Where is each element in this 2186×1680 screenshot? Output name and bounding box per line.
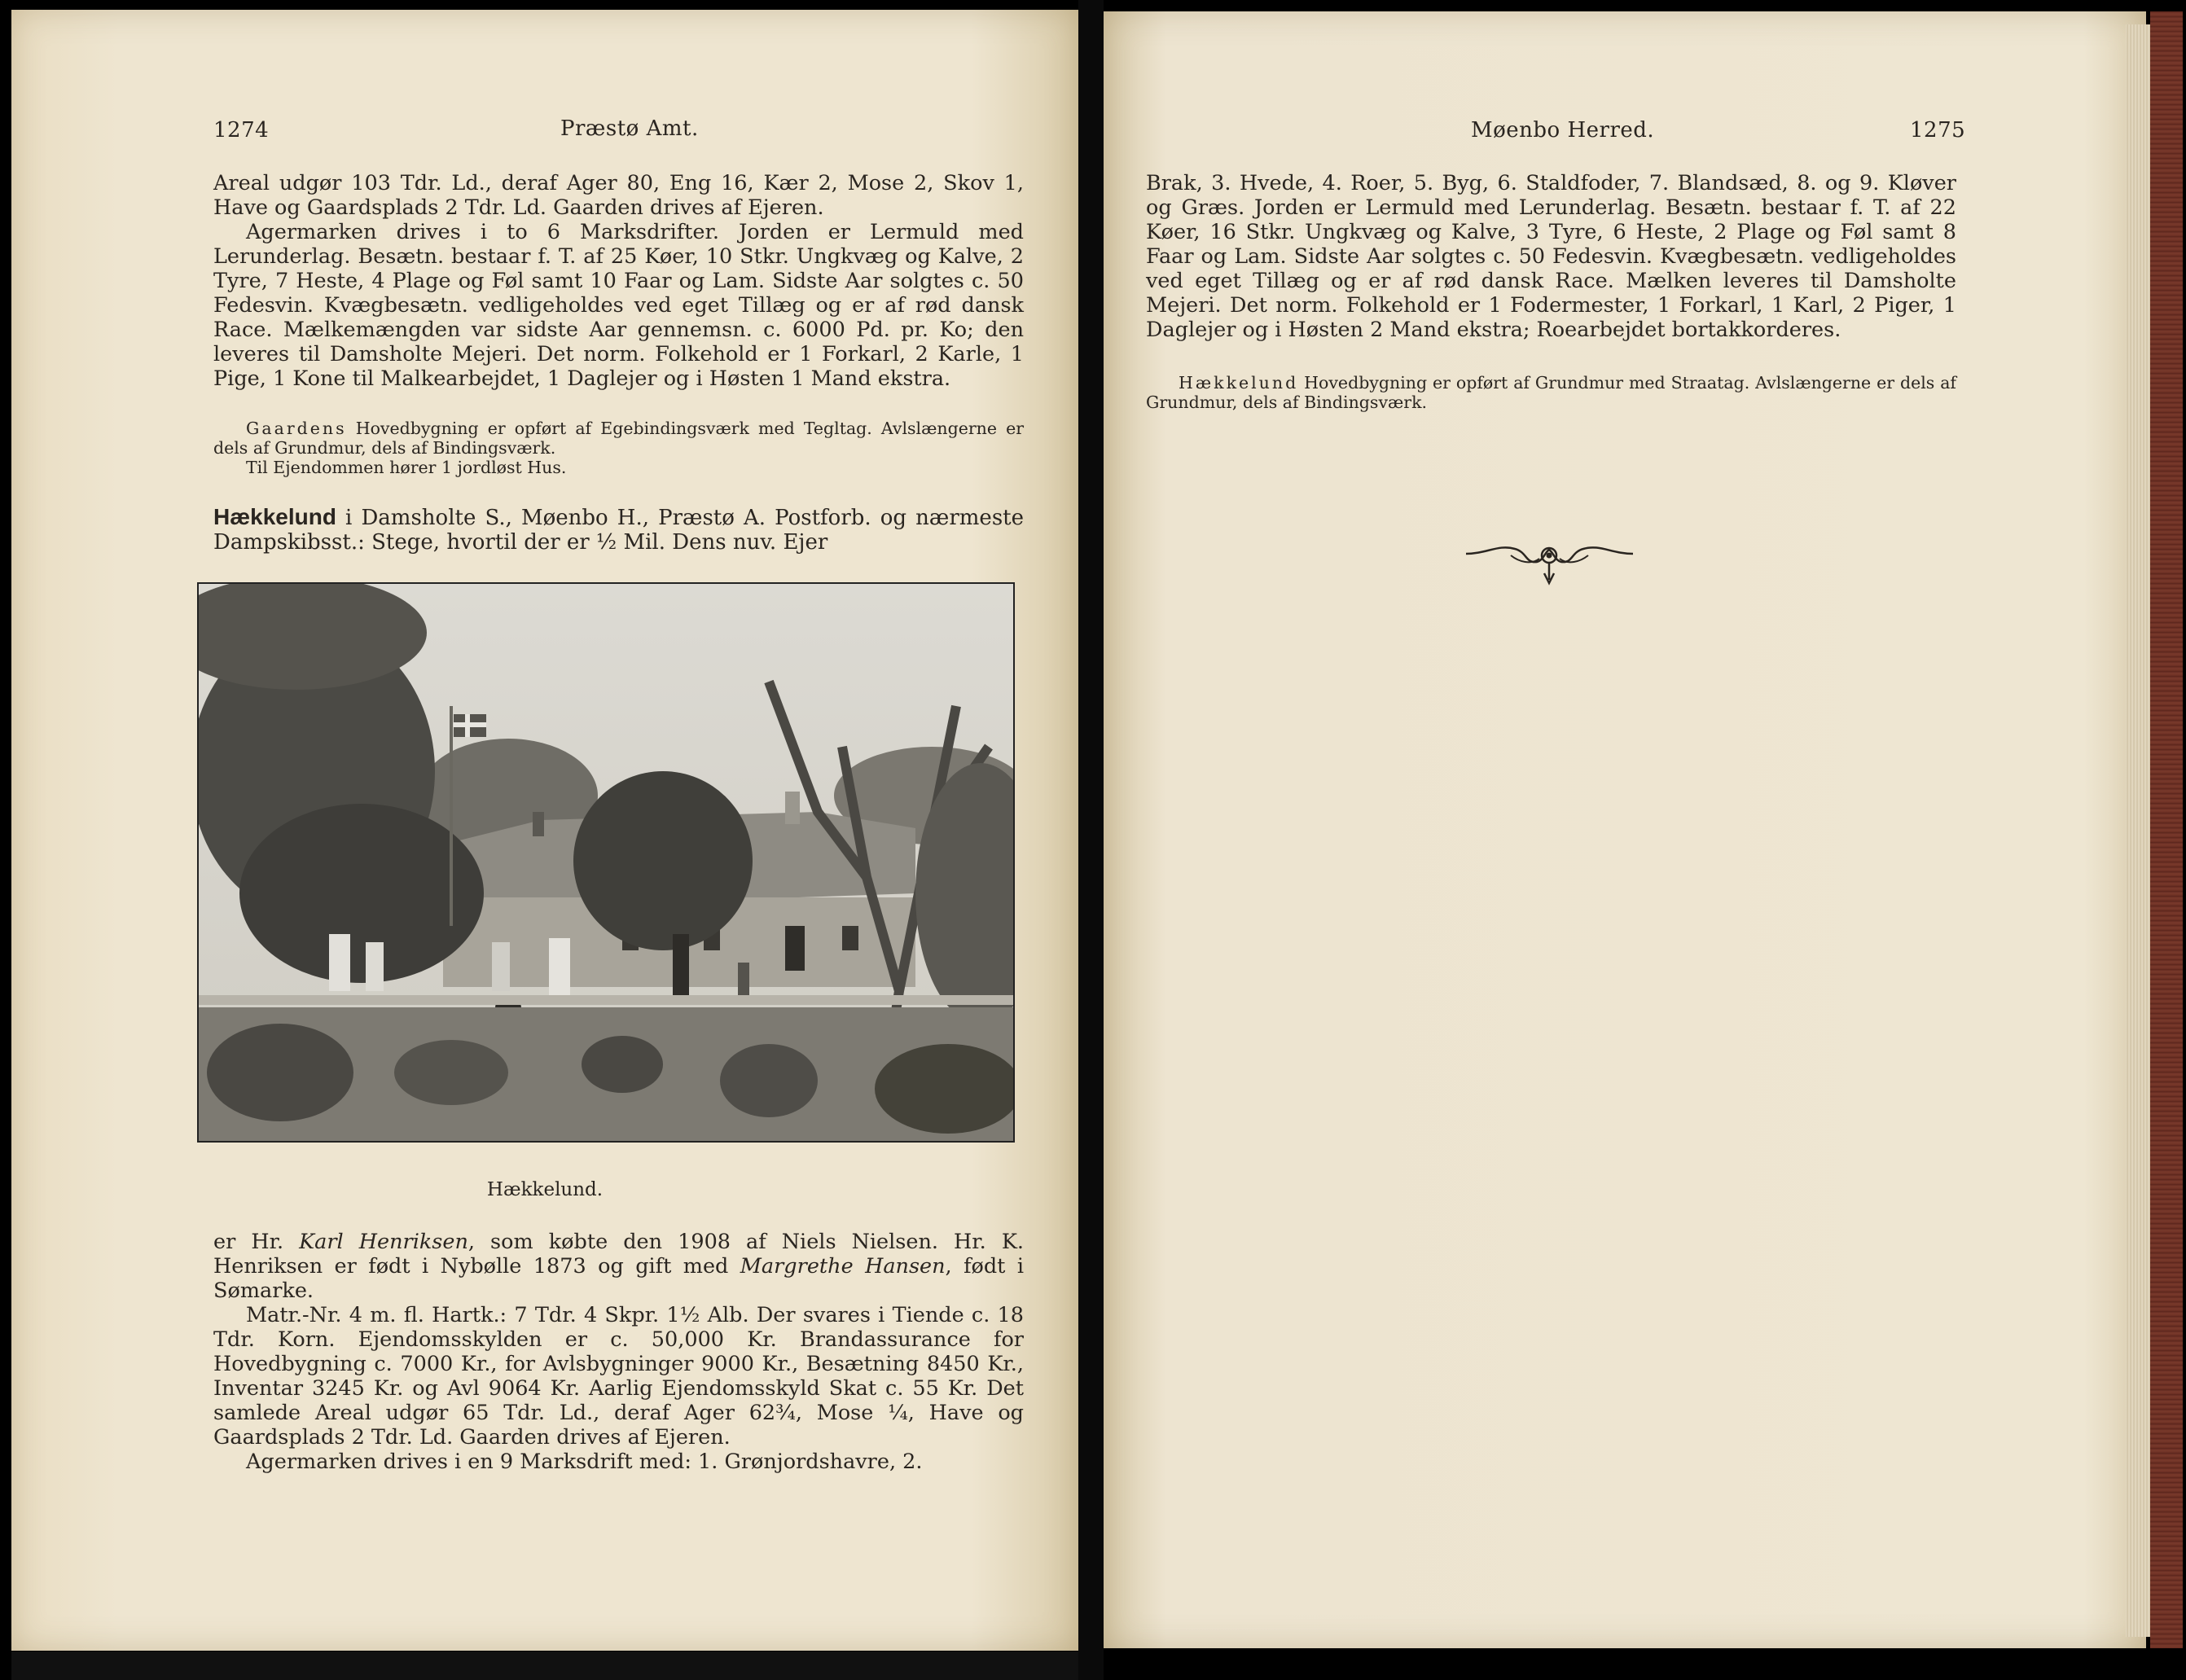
entry-heading-block: [213, 505, 1024, 555]
right-running-head: Møenbo Herred.: [1471, 118, 1655, 143]
paragraph: Matr.-Nr. 4 m. fl. Hartk.: 7 Tdr. 4 Skpr. 1½ Alb. Der svares i Tiende c. 18 Tdr. Korn. Ejendomsskylden er c. 50,000 Kr. Brandassurance for Hovedbygning c. 7000 Kr., for Avlsbygninger 9000 Kr., Besætning 8450 Kr., Inventar 3245 Kr. og Avl 9064 Kr. Aarlig Ejendomsskyld Skat c. 55 Kr. Det samlede Areal udgør 65 Tdr. Ld., deraf Ager 62¾, Mose ¼, Have og Gaardsplads 2 Tdr. Ld. Gaarden drives af Ejeren.: [213, 1303, 1024, 1450]
left-text-block-2: [213, 1230, 1024, 1474]
left-text-block-1: [213, 171, 1024, 391]
decorative-flourish: [1462, 537, 1637, 602]
paragraph: Areal udgør 103 Tdr. Ld., deraf Ager 80, Eng 16, Kær 2, Mose 2, Skov 1, Have og Gaardsplads 2 Tdr. Ld. Gaarden drives af Ejeren.: [213, 171, 1024, 220]
bottom-shadow: [11, 1651, 1078, 1680]
left-page-number: 1274: [213, 118, 270, 143]
left-small-notes: [213, 419, 1024, 477]
wife-name: Margrethe Hansen: [740, 1254, 946, 1279]
right-text-block: [1146, 171, 1956, 342]
page-edges: [2126, 24, 2150, 1637]
book-cover-edge: [2150, 11, 2183, 1648]
text-run: , født i Sømarke.: [213, 1254, 1024, 1303]
entry-text: i Damsholte S., Møenbo H., Præstø A. Postforb. og nærmeste Dampskibsst.: Stege, hvortil der er ½ Mil. Dens nuv. Ejer: [213, 506, 1024, 555]
small-note-text: Hovedbygning er opført af Grundmur med Straatag. Avlslængerne er dels af Grundmur, dels af Bindingsværk.: [1146, 373, 1956, 412]
paragraph: Agermarken drives i en 9 Marksdrift med: 1. Grønjordshavre, 2.: [246, 1450, 923, 1474]
small-lead-word: Hækkelund: [1179, 373, 1299, 393]
small-note-text: Hovedbygning er opført af Egebindingsværk med Tegltag. Avlslængerne er dels af Grundmur, dels af Bindingsværk.: [213, 419, 1024, 458]
text-run: , som købte den 1908 af Niels Nielsen. Hr. K. Henriksen er født i Nybølle 1873 og gift med: [213, 1230, 1024, 1279]
farm-photograph: [197, 582, 1015, 1143]
small-note-text: Til Ejendommen hører 1 jordløst Hus.: [246, 458, 567, 477]
entry-name: Hækkelund: [213, 504, 336, 529]
paragraph: Brak, 3. Hvede, 4. Roer, 5. Byg, 6. Staldfoder, 7. Blandsæd, 8. og 9. Kløver og Græs. Jorden er Lermuld med Lerunderlag. Besætn. bestaar f. T. af 22 Køer, 16 Stkr. Ungkvæg og Kalve, 3 Tyre, 6 Heste, 2 Plage og Føl samt 8 Faar og Lam. Sidste Aar solgtes c. 50 Fedesvin. Kvægbesætn. vedligeholdes ved eget Tillæg og er af rød dansk Race. Mælken leveres til Damsholte Mejeri. Det norm. Folkehold er 1 Fodermester, 1 Forkarl, 1 Karl, 2 Piger, 1 Daglejer og i Høsten 2 Mand ekstra; Roearbejdet bortakkorderes.: [1146, 171, 1956, 342]
small-lead-word: Gaardens: [246, 419, 347, 438]
text-run: er Hr.: [213, 1230, 300, 1254]
paragraph: Agermarken drives i to 6 Marksdrifter. Jorden er Lermuld med Lerunderlag. Besætn. bestaar f. T. af 25 Køer, 10 Stkr. Ungkvæg og Kalve, 2 Tyre, 7 Heste, 4 Plage og Føl samt 10 Faar og Lam. Sidste Aar solgtes c. 50 Fedesvin. Kvægbesætn. vedligeholdes ved eget Tillæg og er af rød dansk Race. Mælkemængden var sidste Aar gennemsn. c. 6000 Pd. pr. Ko; den leveres til Damsholte Mejeri. Det norm. Folkehold er 1 Forkarl, 2 Karle, 1 Pige, 1 Kone til Malkearbejdet, 1 Daglejer og i Høsten 1 Mand ekstra.: [213, 220, 1024, 391]
right-small-note: [1146, 373, 1956, 412]
photo-caption: Hækkelund.: [486, 1179, 604, 1200]
owner-name: Karl Henriksen: [299, 1230, 468, 1254]
left-running-head: Præstø Amt.: [560, 116, 699, 141]
book-spine: [1078, 0, 1104, 1680]
right-page-number: 1275: [1910, 118, 1966, 143]
